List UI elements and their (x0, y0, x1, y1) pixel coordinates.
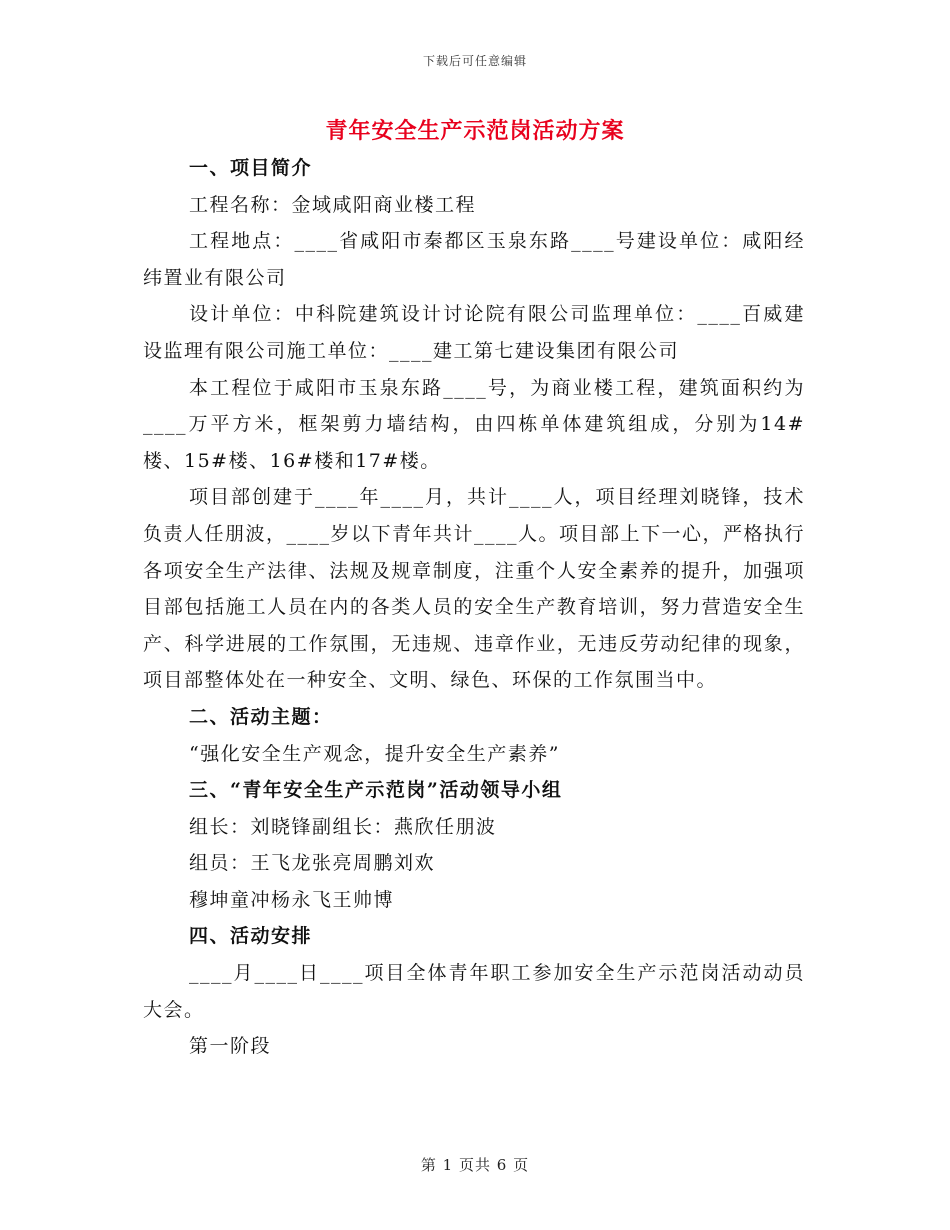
page-footer-page-number: 第 1 页共 6 页 (420, 1156, 530, 1174)
paragraph-project-department: 项目部创建于____年____月，共计____人，项目经理刘晓锋，技术负责人任朋波，____岁以下青年共计____人。项目部上下一心，严格执行各项安全生产法律、法规及规章制度，注重个人安全素养的提升，加强项目部包括施工人员在内的各类人员的安全生产教育培训，努力营造安全生产、科学进展的工作氛围，无违规、违章作业，无违反劳动纪律的现象，项目部整体处在一种安全、文明、绿色、环保的工作氛围当中。 (143, 486, 806, 692)
document-body (143, 150, 805, 1065)
paragraph-group-members-continued: 穆坤童冲杨永飞王帅博 (189, 888, 395, 911)
document-title: 青年安全生产示范岗活动方案 (325, 118, 625, 144)
paragraph-project-name: 工程名称：金域咸阳商业楼工程 (189, 193, 477, 216)
paragraph-project-overview: 本工程位于咸阳市玉泉东路____号，为商业楼工程，建筑面积约为____万平方米，框架剪力墙结构，由四栋单体建筑组成，分别为14#楼、15#楼、16#楼和17#楼。 (143, 376, 805, 472)
section-heading-leadership-group: 三、“青年安全生产示范岗”活动领导小组 (189, 779, 563, 802)
page-header-note: 下载后可任意编辑 (422, 54, 527, 68)
paragraph-activity-theme: “强化安全生产观念，提升安全生产素养” (189, 742, 560, 765)
section-heading-project-intro: 一、项目简介 (189, 157, 313, 179)
paragraph-mobilization-meeting: ____月____日____项目全体青年职工参加安全生产示范岗活动动员大会。 (143, 962, 805, 1021)
paragraph-project-location: 工程地点：____省咸阳市秦都区玉泉东路____号建设单位：咸阳经纬置业有限公司 (143, 230, 805, 289)
paragraph-phase-one: 第一阶段 (189, 1035, 272, 1058)
section-heading-activity-schedule: 四、活动安排 (189, 925, 313, 948)
paragraph-group-leader: 组长：刘晓锋副组长：燕欣任朋波 (189, 815, 497, 838)
paragraph-design-unit: 设计单位：中科院建筑设计讨论院有限公司监理单位：____百威建设监理有限公司施工单位：____建工第七建设集团有限公司 (143, 303, 805, 362)
section-heading-activity-theme: 二、活动主题： (189, 705, 333, 728)
paragraph-group-members: 组员：王飞龙张亮周鹏刘欢 (189, 852, 436, 875)
